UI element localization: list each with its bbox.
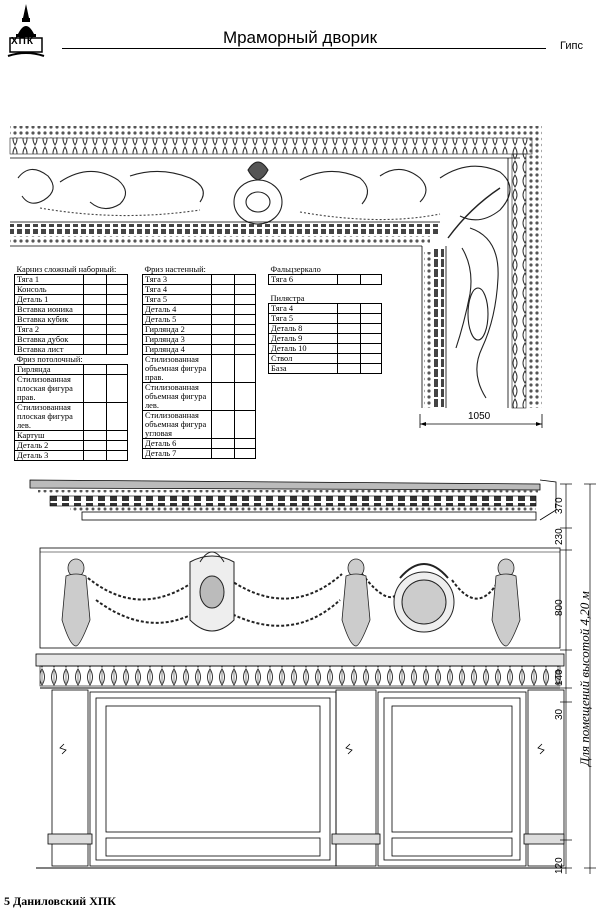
wall-elevation-drawing xyxy=(0,470,600,890)
table-row xyxy=(269,324,382,334)
table-cell-label: Фальцзеркало xyxy=(269,265,382,275)
table-cell-label: Вставка лист xyxy=(15,345,84,355)
table-cell-label: Фриз настенный: xyxy=(143,265,256,275)
table-row xyxy=(15,325,128,335)
table-cell-empty xyxy=(107,441,128,451)
table-cell-empty xyxy=(235,315,256,325)
table-cell-empty xyxy=(107,305,128,315)
table-cell-empty xyxy=(235,449,256,459)
frieze-width-dimension: 1050 xyxy=(468,411,491,422)
table-cell-empty xyxy=(84,305,107,315)
table-row xyxy=(143,439,256,449)
table-cell-empty xyxy=(361,314,382,324)
table-row xyxy=(143,355,256,383)
table-cell-empty xyxy=(361,304,382,314)
table-row xyxy=(15,285,128,295)
table-cell-empty xyxy=(338,344,361,354)
table-cell-empty xyxy=(361,324,382,334)
table-cell-empty xyxy=(107,275,128,285)
table-row xyxy=(15,451,128,461)
table-cell-empty xyxy=(338,314,361,324)
table-cell-empty xyxy=(235,335,256,345)
table-cell-empty xyxy=(84,275,107,285)
table-row xyxy=(269,354,382,364)
table-cell-label: Стилизованная объемная фигура прав. xyxy=(143,355,212,383)
table-cell-empty xyxy=(235,345,256,355)
spec-table-wall-frieze xyxy=(142,265,256,459)
table-cell-empty xyxy=(235,295,256,305)
table-cell-empty xyxy=(338,304,361,314)
material-label: Гипс xyxy=(560,40,583,52)
table-cell-empty xyxy=(235,325,256,335)
dim-230: 230 xyxy=(554,528,565,545)
table-row xyxy=(143,275,256,285)
table-cell-empty xyxy=(338,364,361,374)
table-cell-empty xyxy=(235,439,256,449)
table-cell-empty xyxy=(338,354,361,364)
table-cell-label: Стилизованная объемная фигура угловая xyxy=(143,411,212,439)
table-cell-label: Ствол xyxy=(269,354,338,364)
table-row xyxy=(269,275,382,285)
table-cell-empty xyxy=(212,315,235,325)
table-row xyxy=(143,325,256,335)
logo-emblem xyxy=(6,4,46,60)
table-cell-empty xyxy=(212,383,235,411)
table-row xyxy=(143,285,256,295)
table-row xyxy=(15,315,128,325)
table-cell-empty xyxy=(361,344,382,354)
table-cell-empty xyxy=(212,325,235,335)
table-cell-label: Деталь 3 xyxy=(15,451,84,461)
table-cell-empty xyxy=(361,334,382,344)
table-cell-label: Деталь 9 xyxy=(269,334,338,344)
table-cell-label: Тяга 5 xyxy=(143,295,212,305)
table-cell-empty xyxy=(107,451,128,461)
table-cell-empty xyxy=(84,325,107,335)
table-row xyxy=(143,345,256,355)
table-cell-empty xyxy=(107,431,128,441)
table-cell-empty xyxy=(107,295,128,305)
table-cell-empty xyxy=(84,345,107,355)
table-cell-label: Карниз сложный наборный: xyxy=(15,265,128,275)
dim-800: 800 xyxy=(554,599,565,616)
table-row xyxy=(15,431,128,441)
table-cell-empty xyxy=(84,335,107,345)
table-cell-empty xyxy=(84,285,107,295)
table-cell-label: Вставка ионика xyxy=(15,305,84,315)
dim-120: 120 xyxy=(554,857,565,874)
table-section-header xyxy=(269,265,382,275)
table-cell-empty xyxy=(84,403,107,431)
table-cell-empty xyxy=(212,305,235,315)
table-cell-empty xyxy=(212,335,235,345)
table-cell-label: Гирлянда xyxy=(15,365,84,375)
table-cell-empty xyxy=(235,411,256,439)
table-row xyxy=(269,304,382,314)
table-cell-empty xyxy=(107,403,128,431)
spec-table-mirror xyxy=(268,265,382,285)
table-cell-empty xyxy=(107,315,128,325)
table-cell-label: Стилизованная плоская фигура лев. xyxy=(15,403,84,431)
dim-370: 370 xyxy=(554,497,565,514)
table-cell-label: Тяга 4 xyxy=(143,285,212,295)
table-cell-label: Тяга 6 xyxy=(269,275,338,285)
table-cell-empty xyxy=(212,439,235,449)
table-cell-label: Деталь 5 xyxy=(143,315,212,325)
table-cell-empty xyxy=(338,334,361,344)
table-cell-label: Тяга 5 xyxy=(269,314,338,324)
table-row xyxy=(15,441,128,451)
table-cell-empty xyxy=(361,275,382,285)
table-row xyxy=(143,449,256,459)
table-cell-empty xyxy=(107,285,128,295)
table-section-header xyxy=(269,294,382,304)
table-cell-empty xyxy=(84,441,107,451)
table-cell-empty xyxy=(212,449,235,459)
table-cell-empty xyxy=(235,355,256,383)
table-row xyxy=(143,315,256,325)
table-cell-empty xyxy=(107,335,128,345)
table-cell-label: Стилизованная объемная фигура лев. xyxy=(143,383,212,411)
table-row xyxy=(15,375,128,403)
table-row xyxy=(15,403,128,431)
table-cell-label: Деталь 7 xyxy=(143,449,212,459)
table-cell-label: Деталь 8 xyxy=(269,324,338,334)
table-cell-label: Гирлянда 4 xyxy=(143,345,212,355)
table-row xyxy=(15,365,128,375)
table-cell-empty xyxy=(212,345,235,355)
table-cell-empty xyxy=(212,285,235,295)
table-cell-empty xyxy=(107,365,128,375)
table-cell-label: Деталь 4 xyxy=(143,305,212,315)
table-cell-empty xyxy=(235,285,256,295)
table-row xyxy=(15,335,128,345)
table-cell-empty xyxy=(235,275,256,285)
table-cell-empty xyxy=(361,364,382,374)
table-cell-label: Деталь 2 xyxy=(15,441,84,451)
table-cell-label: Вставка кубик xyxy=(15,315,84,325)
table-cell-label: Тяга 3 xyxy=(143,275,212,285)
table-cell-label: Тяга 2 xyxy=(15,325,84,335)
table-row xyxy=(15,295,128,305)
table-cell-empty xyxy=(84,295,107,305)
room-height-note: Для помещений высотой 4,20 м xyxy=(577,591,592,766)
table-cell-empty xyxy=(84,315,107,325)
table-row xyxy=(269,334,382,344)
table-cell-label: Тяга 1 xyxy=(15,275,84,285)
footer-page-label: 5 Даниловский ХПК xyxy=(4,894,116,908)
table-row xyxy=(269,344,382,354)
table-cell-empty xyxy=(212,355,235,383)
logo-text: ХПК xyxy=(11,36,34,47)
table-cell-label: Деталь 1 xyxy=(15,295,84,305)
dim-140: 140 xyxy=(554,669,565,686)
table-cell-label: Пилястра xyxy=(269,294,382,304)
table-cell-empty xyxy=(84,431,107,441)
table-cell-empty xyxy=(84,375,107,403)
table-cell-empty xyxy=(235,383,256,411)
table-cell-label: Фриз потолочный: xyxy=(15,355,128,365)
table-cell-empty xyxy=(212,275,235,285)
table-row xyxy=(269,314,382,324)
table-cell-empty xyxy=(338,275,361,285)
table-section-header xyxy=(15,355,128,365)
table-cell-label: Гирлянда 2 xyxy=(143,325,212,335)
table-cell-empty xyxy=(338,324,361,334)
table-cell-empty xyxy=(212,295,235,305)
table-cell-empty xyxy=(235,305,256,315)
table-row xyxy=(143,335,256,345)
table-cell-empty xyxy=(84,451,107,461)
table-cell-label: Тяга 4 xyxy=(269,304,338,314)
table-cell-label: База xyxy=(269,364,338,374)
dim-30: 30 xyxy=(554,708,565,720)
spec-table-cornice xyxy=(14,265,128,461)
table-row xyxy=(15,275,128,285)
table-cell-label: Вставка дубок xyxy=(15,335,84,345)
table-section-header xyxy=(143,265,256,275)
table-cell-label: Гирлянда 3 xyxy=(143,335,212,345)
table-row xyxy=(15,305,128,315)
table-row xyxy=(269,364,382,374)
table-cell-empty xyxy=(107,325,128,335)
header-rule xyxy=(62,48,546,49)
table-cell-label: Стилизованная плоская фигура прав. xyxy=(15,375,84,403)
table-row xyxy=(143,305,256,315)
table-row xyxy=(143,383,256,411)
table-row xyxy=(143,295,256,305)
table-cell-label: Консоль xyxy=(15,285,84,295)
table-cell-empty xyxy=(84,365,107,375)
table-cell-label: Деталь 10 xyxy=(269,344,338,354)
table-cell-label: Картуш xyxy=(15,431,84,441)
table-cell-empty xyxy=(107,345,128,355)
table-cell-label: Деталь 6 xyxy=(143,439,212,449)
page-title: Мраморный дворик xyxy=(222,28,378,47)
spec-table-pilaster xyxy=(268,294,382,374)
table-cell-empty xyxy=(107,375,128,403)
table-row xyxy=(15,345,128,355)
table-cell-empty xyxy=(212,411,235,439)
table-row xyxy=(143,411,256,439)
table-section-header xyxy=(15,265,128,275)
table-cell-empty xyxy=(361,354,382,364)
